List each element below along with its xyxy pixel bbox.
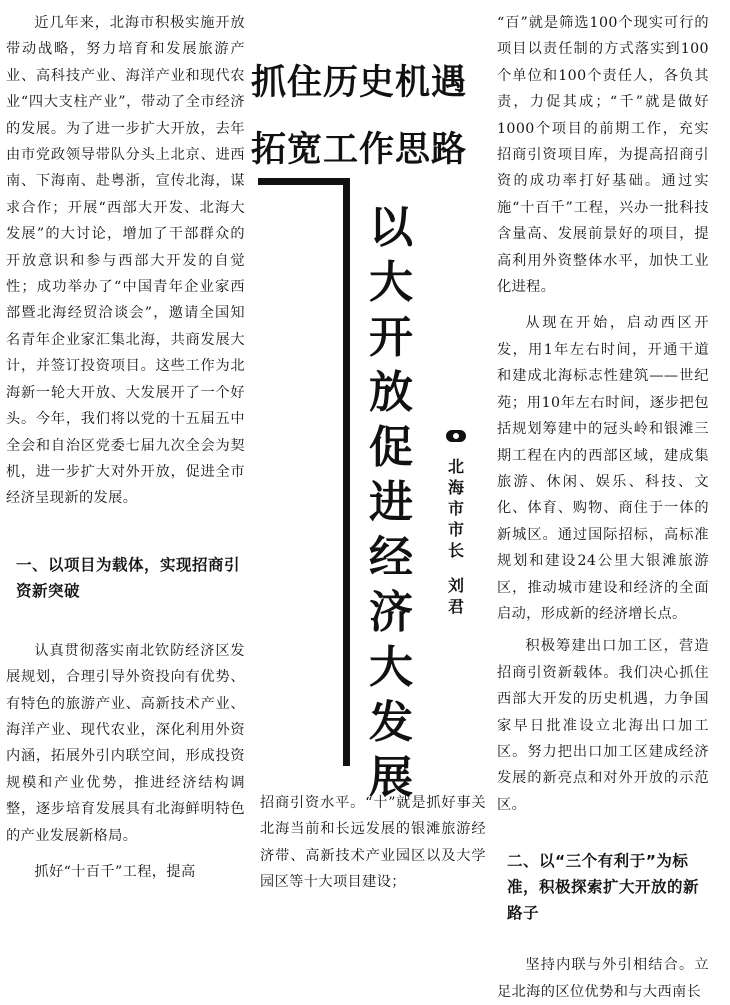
left-paragraph-1: 近几年来，北海市积极实施开放带动战略，努力培育和发展旅游产业、高科技产业、海洋产业和现代农业“四大支柱产业”，带动了全市经济的发展。为了进一步扩大开放，去年由市党政领导带队分头上北京、进西南、下海南、赴粤浙，宣传北海，谋求合作；开展“西部大开发、北海大发展”的大讨论，增加了干部群众的开放意识和参与西部大开发的自觉性；成功举办了“中国青年企业家西部暨北海经贸洽谈会”，邀请全国知名青年企业家汇集北海，共商发展大计，并签订投资项目。这些工作为北海新一轮大开放、大发展开了一个好头。今年，我们将以党的十五届五中全会和自治区党委七届九次全会为契机，进一步扩大对外开放，促进全市经济呈现新的发展。 [6, 15, 245, 507]
byline-char: 北 [447, 457, 464, 476]
vertical-title-char: 发 [369, 697, 413, 748]
vertical-title-char: 大 [369, 257, 413, 308]
vertical-title-char: 经 [369, 532, 413, 583]
right-paragraph-4: 坚持内联与外引相结合。立足北海的区位优势和与大西南长 [497, 957, 709, 1000]
section-heading-1: 一、以项目为载体，实现招商引资新突破 [16, 555, 241, 600]
right-paragraph-2: 从现在开始，启动西区开发，用1年左右时间，开通干道和建成北海标志性建筑——世纪苑；用10年左右时间，逐步把包括规划筹建中的冠头岭和银滩三期工程在内的西部区域，建成集旅游、休闲、娱乐、科技、文化、体育、购物、商住于一体的新城区。通过国际招标，高标准规划和建设24公里大银滩旅游区，推动城市建设和经济的全面启动，形成新的经济增长点。 [497, 315, 709, 622]
left-column [6, 0, 245, 885]
author-byline [444, 430, 468, 617]
vertical-title-char: 促 [369, 422, 413, 473]
bullet-icon [446, 430, 466, 442]
right-column [497, 0, 709, 1005]
section-heading-2: 二、以“三个有利于”为标准，积极探索扩大开放的新路子 [507, 852, 700, 923]
byline-char: 君 [447, 597, 464, 616]
byline-char: 海 [447, 478, 464, 497]
byline-char: 长 [447, 541, 464, 560]
left-paragraph-2: 认真贯彻落实南北钦防经济区发展规划，合理引导外资投向有优势、有特色的旅游产业、高新技术产业、海洋产业、现代农业，深化利用外资内涵，拓展外引内联空间，形成投资规模和产业优势，推进经济结构调整，逐步培育发展具有北海鲜明特色的产业发展新格局。 [6, 642, 245, 844]
headline-line-1: 抓住历史机遇 [251, 63, 468, 103]
middle-column [260, 790, 486, 896]
middle-paragraph: 招商引资水平。“十”就是抓好事关北海当前和长远发展的银滩旅游经济带、高新技术产业园区以及大学园区等十大项目建设； [260, 795, 486, 891]
right-paragraph-3: 积极筹建出口加工区，营造招商引资新载体。我们决心抓住西部大开发的历史机遇，力争国家早日批准设立北海出口加工区。努力把出口加工区建成经济发展的新亮点和对外开放的示范区。 [497, 638, 709, 813]
byline-char: 市 [447, 520, 464, 539]
vertical-title-char: 放 [369, 367, 413, 418]
vertical-title-char: 大 [369, 642, 413, 693]
vertical-title-char: 以 [369, 202, 413, 253]
vertical-title [362, 200, 420, 805]
vertical-title-char: 济 [369, 587, 413, 638]
right-paragraph-1: “百”就是筛选100个现实可行的项目以责任制的方式落实到100个单位和100个责任人，各负其责，力促其成；“千”就是做好1000个项目的前期工作，充实招商引资项目库，为提高招商引资的成功率打好基础。通过实施“十百千”工程，兴办一批科技含量高、发展前景好的项目，提高利用外资整体水平，加快工业化进程。 [497, 15, 709, 296]
byline-char: 市 [447, 499, 464, 518]
left-paragraph-3: 抓好“十百千”工程，提高 [34, 863, 196, 880]
vertical-title-char: 进 [369, 477, 413, 528]
vertical-title-char: 开 [369, 312, 413, 363]
vertical-title-char: 展 [369, 752, 413, 803]
byline-char: 刘 [447, 576, 464, 595]
title-frame-top-rule [258, 178, 350, 185]
headline-line-2: 拓宽工作思路 [251, 130, 468, 170]
title-frame-side-rule [343, 178, 350, 766]
